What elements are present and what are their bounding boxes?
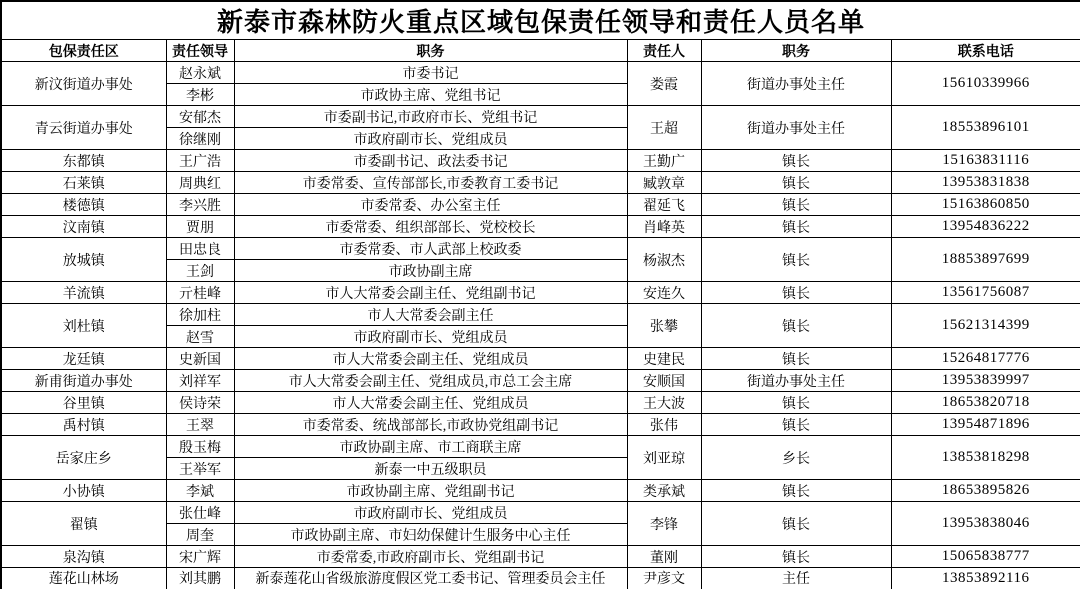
area-cell: 翟镇 — [1, 502, 166, 546]
person-duty-cell: 镇长 — [701, 348, 891, 370]
leader-duty-cell: 市人大常委会副主任、党组成员 — [234, 392, 627, 414]
phone-cell: 13853892116 — [891, 568, 1080, 589]
person-duty-cell: 乡长 — [701, 436, 891, 480]
leader-duty-cell: 新泰莲花山省级旅游度假区党工委书记、管理委员会主任 — [234, 568, 627, 589]
phone-cell: 13561756087 — [891, 282, 1080, 304]
person-duty-cell: 镇长 — [701, 546, 891, 568]
person-cell: 臧敦章 — [627, 172, 701, 194]
header-area: 包保责任区 — [1, 40, 166, 62]
leader-name-cell: 殷玉梅 — [166, 436, 234, 458]
person-duty-cell: 街道办事处主任 — [701, 370, 891, 392]
leader-name-cell: 周典红 — [166, 172, 234, 194]
area-cell: 谷里镇 — [1, 392, 166, 414]
person-cell: 张伟 — [627, 414, 701, 436]
header-phone: 联系电话 — [891, 40, 1080, 62]
table-body — [1, 62, 1080, 589]
leader-duty-cell: 市委书记 — [234, 62, 627, 84]
table-row — [1, 216, 1080, 238]
title-row — [1, 1, 1080, 40]
leader-duty-cell: 市政协副主席、市工商联主席 — [234, 436, 627, 458]
person-duty-cell: 街道办事处主任 — [701, 106, 891, 150]
leader-duty-cell: 市人大常委会副主任、党组成员 — [234, 348, 627, 370]
leader-duty-cell: 市人大常委会副主任、党组成员,市总工会主席 — [234, 370, 627, 392]
phone-cell: 15163860850 — [891, 194, 1080, 216]
leader-duty-cell: 市委常委、宣传部部长,市委教育工委书记 — [234, 172, 627, 194]
header-leader-duty: 职务 — [234, 40, 627, 62]
area-cell: 羊流镇 — [1, 282, 166, 304]
table-row — [1, 150, 1080, 172]
leader-duty-cell: 市政府副市长、党组成员 — [234, 502, 627, 524]
person-duty-cell: 镇长 — [701, 502, 891, 546]
leader-name-cell: 田忠良 — [166, 238, 234, 260]
leader-name-cell: 史新国 — [166, 348, 234, 370]
table-row — [1, 194, 1080, 216]
person-cell: 类承斌 — [627, 480, 701, 502]
phone-cell: 15163831116 — [891, 150, 1080, 172]
person-duty-cell: 镇长 — [701, 150, 891, 172]
leader-name-cell: 李斌 — [166, 480, 234, 502]
leader-duty-cell: 市委常委、市人武部上校政委 — [234, 238, 627, 260]
person-cell: 王超 — [627, 106, 701, 150]
phone-cell: 13853818298 — [891, 436, 1080, 480]
person-cell: 王勤广 — [627, 150, 701, 172]
leader-name-cell: 王翠 — [166, 414, 234, 436]
phone-cell: 13953831838 — [891, 172, 1080, 194]
leader-duty-cell: 市政协副主席、市妇幼保健计生服务中心主任 — [234, 524, 627, 546]
person-duty-cell: 镇长 — [701, 304, 891, 348]
leader-duty-cell: 市政府副市长、党组成员 — [234, 128, 627, 150]
person-cell: 张攀 — [627, 304, 701, 348]
leader-duty-cell: 市委常委,市政府副市长、党组副书记 — [234, 546, 627, 568]
leader-name-cell: 徐继刚 — [166, 128, 234, 150]
person-cell: 安连久 — [627, 282, 701, 304]
leader-duty-cell: 新泰一中五级职员 — [234, 458, 627, 480]
table-row — [1, 282, 1080, 304]
leader-duty-cell: 市人大常委会副主任 — [234, 304, 627, 326]
leader-name-cell: 赵雪 — [166, 326, 234, 348]
leader-name-cell: 徐加柱 — [166, 304, 234, 326]
phone-cell: 13953839997 — [891, 370, 1080, 392]
table-row — [1, 392, 1080, 414]
area-cell: 禹村镇 — [1, 414, 166, 436]
header-leader: 责任领导 — [166, 40, 234, 62]
leader-duty-cell: 市政协副主席、党组副书记 — [234, 480, 627, 502]
phone-cell: 15621314399 — [891, 304, 1080, 348]
area-cell: 汶南镇 — [1, 216, 166, 238]
leader-duty-cell: 市委副书记、政法委书记 — [234, 150, 627, 172]
area-cell: 楼德镇 — [1, 194, 166, 216]
phone-cell: 18653820718 — [891, 392, 1080, 414]
table-row — [1, 62, 1080, 84]
person-cell: 肖峰英 — [627, 216, 701, 238]
page-title: 新泰市森林防火重点区域包保责任领导和责任人员名单 — [1, 1, 1080, 40]
area-cell: 泉沟镇 — [1, 546, 166, 568]
person-duty-cell: 镇长 — [701, 480, 891, 502]
area-cell: 东都镇 — [1, 150, 166, 172]
table-row — [1, 546, 1080, 568]
leader-duty-cell: 市委常委、统战部部长,市政协党组副书记 — [234, 414, 627, 436]
column-header-row — [1, 40, 1080, 62]
leader-duty-cell: 市委常委、组织部部长、党校校长 — [234, 216, 627, 238]
area-cell: 莲花山林场 — [1, 568, 166, 589]
leader-name-cell: 王剑 — [166, 260, 234, 282]
person-duty-cell: 主任 — [701, 568, 891, 589]
table-row — [1, 106, 1080, 128]
area-cell: 龙廷镇 — [1, 348, 166, 370]
table-row — [1, 568, 1080, 589]
person-cell: 董刚 — [627, 546, 701, 568]
leader-duty-cell: 市政府副市长、党组成员 — [234, 326, 627, 348]
phone-cell: 13954871896 — [891, 414, 1080, 436]
header-person: 责任人 — [627, 40, 701, 62]
table-row — [1, 502, 1080, 524]
leader-name-cell: 赵永斌 — [166, 62, 234, 84]
person-duty-cell: 街道办事处主任 — [701, 62, 891, 106]
leader-name-cell: 贾朋 — [166, 216, 234, 238]
person-cell: 杨淑杰 — [627, 238, 701, 282]
area-cell: 放城镇 — [1, 238, 166, 282]
person-duty-cell: 镇长 — [701, 238, 891, 282]
phone-cell: 15264817776 — [891, 348, 1080, 370]
table-row — [1, 348, 1080, 370]
table-row — [1, 370, 1080, 392]
person-duty-cell: 镇长 — [701, 216, 891, 238]
table-row — [1, 172, 1080, 194]
leader-duty-cell: 市人大常委会副主任、党组副书记 — [234, 282, 627, 304]
area-cell: 青云街道办事处 — [1, 106, 166, 150]
leader-name-cell: 亓桂峰 — [166, 282, 234, 304]
leader-name-cell: 王举军 — [166, 458, 234, 480]
person-duty-cell: 镇长 — [701, 172, 891, 194]
leader-name-cell: 张仕峰 — [166, 502, 234, 524]
leader-duty-cell: 市政协主席、党组书记 — [234, 84, 627, 106]
person-duty-cell: 镇长 — [701, 194, 891, 216]
leader-duty-cell: 市政协副主席 — [234, 260, 627, 282]
leader-name-cell: 刘其鹏 — [166, 568, 234, 589]
person-cell: 史建民 — [627, 348, 701, 370]
person-cell: 翟延飞 — [627, 194, 701, 216]
table-row — [1, 480, 1080, 502]
leader-name-cell: 周奎 — [166, 524, 234, 546]
leader-duty-cell: 市委常委、办公室主任 — [234, 194, 627, 216]
area-cell: 石莱镇 — [1, 172, 166, 194]
table-row — [1, 304, 1080, 326]
person-cell: 安顺国 — [627, 370, 701, 392]
leader-name-cell: 刘祥军 — [166, 370, 234, 392]
phone-cell: 15065838777 — [891, 546, 1080, 568]
area-cell: 岳家庄乡 — [1, 436, 166, 480]
phone-cell: 13953838046 — [891, 502, 1080, 546]
area-cell: 新甫街道办事处 — [1, 370, 166, 392]
table-row — [1, 238, 1080, 260]
area-cell: 小协镇 — [1, 480, 166, 502]
area-cell: 新汶街道办事处 — [1, 62, 166, 106]
person-cell: 尹彦文 — [627, 568, 701, 589]
table-row — [1, 436, 1080, 458]
table-row — [1, 414, 1080, 436]
area-cell: 刘杜镇 — [1, 304, 166, 348]
phone-cell: 18853897699 — [891, 238, 1080, 282]
person-cell: 李锋 — [627, 502, 701, 546]
leader-name-cell: 安郁杰 — [166, 106, 234, 128]
phone-cell: 18553896101 — [891, 106, 1080, 150]
phone-cell: 13954836222 — [891, 216, 1080, 238]
leader-name-cell: 宋广辉 — [166, 546, 234, 568]
phone-cell: 18653895826 — [891, 480, 1080, 502]
leader-name-cell: 李彬 — [166, 84, 234, 106]
phone-cell: 15610339966 — [891, 62, 1080, 106]
person-duty-cell: 镇长 — [701, 282, 891, 304]
person-cell: 刘亚琼 — [627, 436, 701, 480]
header-person-duty: 职务 — [701, 40, 891, 62]
leader-name-cell: 王广浩 — [166, 150, 234, 172]
person-cell: 娄霞 — [627, 62, 701, 106]
person-duty-cell: 镇长 — [701, 414, 891, 436]
person-duty-cell: 镇长 — [701, 392, 891, 414]
leader-name-cell: 侯诗荣 — [166, 392, 234, 414]
leader-duty-cell: 市委副书记,市政府市长、党组书记 — [234, 106, 627, 128]
person-cell: 王大波 — [627, 392, 701, 414]
leader-name-cell: 李兴胜 — [166, 194, 234, 216]
